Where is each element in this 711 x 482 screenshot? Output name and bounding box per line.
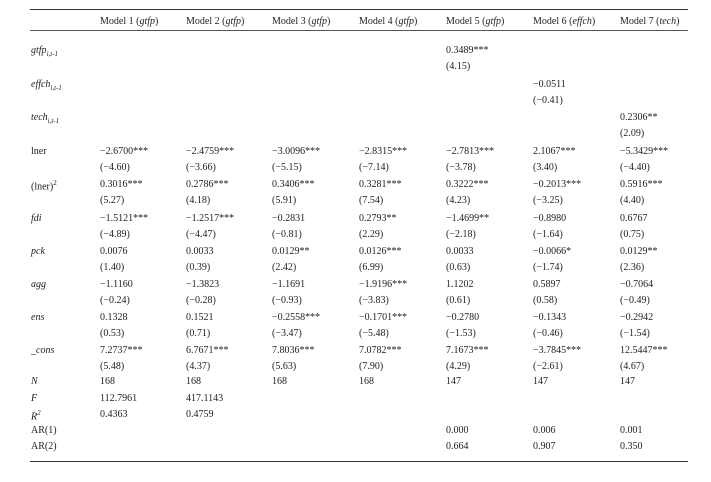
statistic-cell: 0.4759	[186, 409, 214, 420]
statistic-cell: 147	[446, 376, 461, 387]
t-stat-cell: (2.29)	[359, 229, 384, 240]
t-stat-cell: (−3.83)	[359, 295, 389, 306]
coefficient-cell: −1.4699**	[446, 213, 490, 224]
coefficient-cell: 6.7671***	[186, 345, 229, 356]
coefficient-cell: −0.1343	[533, 312, 567, 323]
coefficient-cell: −0.2942	[620, 312, 654, 323]
column-header-model-6: Model 6 (effch)	[533, 16, 596, 27]
t-stat-cell: (0.63)	[446, 262, 471, 273]
statistic-cell: 168	[100, 376, 115, 387]
t-stat-cell: (2.42)	[272, 262, 297, 273]
table-header-rule	[30, 30, 688, 31]
t-stat-cell: (−4.89)	[100, 229, 130, 240]
statistic-cell: 0.350	[620, 441, 643, 452]
coefficient-cell: −3.7845***	[533, 345, 582, 356]
row-label	[31, 79, 62, 92]
statistic-cell: 0.000	[446, 425, 469, 436]
row-label-superscript: 2	[53, 179, 57, 187]
t-stat-cell: (0.53)	[100, 328, 125, 339]
t-stat-cell: (4.29)	[446, 361, 471, 372]
t-stat-cell: (−0.93)	[272, 295, 302, 306]
t-stat-cell: (5.91)	[272, 195, 297, 206]
row-label-text: agg	[31, 279, 46, 290]
t-stat-cell: (4.18)	[186, 195, 211, 206]
row-label	[31, 45, 58, 58]
column-header-name: Model 7	[620, 16, 654, 27]
t-stat-cell: (5.48)	[100, 361, 125, 372]
table-bottom-rule	[30, 461, 688, 462]
coefficient-cell: −0.2780	[446, 312, 480, 323]
column-header-model-3: Model 3 (gtfp)	[272, 16, 331, 27]
column-header-dependent-var: gtfp	[311, 16, 328, 27]
t-stat-cell: (−4.40)	[620, 162, 650, 173]
row-label	[31, 376, 38, 387]
coefficient-cell: 0.0076	[100, 246, 128, 257]
coefficient-cell: 0.2786***	[186, 179, 229, 190]
row-label-text: AR(1)	[31, 425, 57, 436]
column-header-dependent-var: gtfp	[225, 16, 242, 27]
coefficient-cell: 0.0033	[446, 246, 474, 257]
t-stat-cell: (5.63)	[272, 361, 297, 372]
coefficient-cell: −0.7064	[620, 279, 654, 290]
coefficient-cell: −0.2558***	[272, 312, 321, 323]
coefficient-cell: 0.0126***	[359, 246, 402, 257]
coefficient-cell: 0.1521	[186, 312, 214, 323]
column-header-name: Model 2	[186, 16, 220, 27]
t-stat-cell: (0.75)	[620, 229, 645, 240]
column-header-name: Model 1	[100, 16, 134, 27]
t-stat-cell: (4.23)	[446, 195, 471, 206]
t-stat-cell: (5.27)	[100, 195, 125, 206]
t-stat-cell: (−3.78)	[446, 162, 476, 173]
row-label-superscript: 2	[37, 409, 41, 417]
statistic-cell: 168	[272, 376, 287, 387]
t-stat-cell: (−1.74)	[533, 262, 563, 273]
row-label-text: AR(2)	[31, 441, 57, 452]
row-label-text: ens	[31, 312, 45, 323]
column-header-dependent-var: gtfp	[485, 16, 502, 27]
coefficient-cell: 0.5916***	[620, 179, 663, 190]
column-header-name: Model 5	[446, 16, 480, 27]
coefficient-cell: 12.5447***	[620, 345, 668, 356]
coefficient-cell: −1.3823	[186, 279, 220, 290]
statistic-cell: 0.907	[533, 441, 556, 452]
column-header-dependent-var: tech	[659, 16, 677, 27]
coefficient-cell: 7.2737***	[100, 345, 143, 356]
statistic-cell: 0.001	[620, 425, 643, 436]
coefficient-cell: −1.1691	[272, 279, 306, 290]
coefficient-cell: −2.8315***	[359, 146, 408, 157]
t-stat-cell: (−3.47)	[272, 328, 302, 339]
row-label	[31, 393, 37, 404]
statistic-cell: 168	[186, 376, 201, 387]
t-stat-cell: (−4.47)	[186, 229, 216, 240]
t-stat-cell: (−1.64)	[533, 229, 563, 240]
coefficient-cell: 0.3222***	[446, 179, 489, 190]
t-stat-cell: (3.40)	[533, 162, 558, 173]
row-label-subscript: i,t-1	[46, 50, 59, 58]
t-stat-cell: (1.40)	[100, 262, 125, 273]
coefficient-cell: −0.0066*	[533, 246, 572, 257]
coefficient-cell: 0.0129**	[620, 246, 658, 257]
row-label-text: N	[31, 376, 38, 387]
coefficient-cell: −0.2013***	[533, 179, 582, 190]
column-header-model-1: Model 1 (gtfp)	[100, 16, 159, 27]
coefficient-cell: 0.2306**	[620, 112, 658, 123]
column-header-name: Model 3	[272, 16, 306, 27]
t-stat-cell: (0.58)	[533, 295, 558, 306]
row-label-subscript: i,t-1	[50, 84, 62, 92]
statistic-cell: 147	[620, 376, 635, 387]
coefficient-cell: −0.8980	[533, 213, 567, 224]
coefficient-cell: 0.3406***	[272, 179, 315, 190]
statistic-cell: 0.4363	[100, 409, 128, 420]
coefficient-cell: −1.9196***	[359, 279, 408, 290]
column-header-name: Model 6	[533, 16, 567, 27]
coefficient-cell: 0.6767	[620, 213, 648, 224]
coefficient-cell: 0.0033	[186, 246, 214, 257]
statistic-cell: 147	[533, 376, 548, 387]
row-label	[31, 409, 41, 422]
t-stat-cell: (4.15)	[446, 61, 471, 72]
column-header-dependent-var: gtfp	[139, 16, 156, 27]
t-stat-cell: (−0.41)	[533, 95, 563, 106]
t-stat-cell: (−0.28)	[186, 295, 216, 306]
t-stat-cell: (4.67)	[620, 361, 645, 372]
coefficient-cell: 0.5897	[533, 279, 561, 290]
row-label-text: effch	[31, 79, 51, 90]
coefficient-cell: −3.0096***	[272, 146, 321, 157]
row-label	[31, 213, 42, 224]
statistic-cell: 112.7961	[100, 393, 138, 404]
row-label	[31, 179, 57, 192]
t-stat-cell: (2.09)	[620, 128, 645, 139]
column-header-model-4: Model 4 (gtfp)	[359, 16, 418, 27]
coefficient-cell: −1.5121***	[100, 213, 149, 224]
coefficient-cell: −2.7813***	[446, 146, 495, 157]
row-label-text: F	[31, 393, 38, 404]
coefficient-cell: 0.1328	[100, 312, 128, 323]
row-label-subscript: i,t-1	[47, 117, 60, 125]
t-stat-cell: (−1.54)	[620, 328, 650, 339]
t-stat-cell: (−5.48)	[359, 328, 389, 339]
row-label	[31, 312, 44, 323]
coefficient-cell: −0.1701***	[359, 312, 408, 323]
statistic-cell: 0.664	[446, 441, 469, 452]
column-header-dependent-var: gtfp	[398, 16, 415, 27]
table-top-rule	[30, 9, 688, 10]
t-stat-cell: (4.37)	[186, 361, 211, 372]
coefficient-cell: 0.0129**	[272, 246, 310, 257]
coefficient-cell: 2.1067***	[533, 146, 576, 157]
t-stat-cell: (0.39)	[186, 262, 211, 273]
t-stat-cell: (−2.18)	[446, 229, 476, 240]
t-stat-cell: (6.99)	[359, 262, 384, 273]
row-label-text: _cons	[31, 345, 55, 356]
t-stat-cell: (7.90)	[359, 361, 384, 372]
row-label	[31, 146, 47, 157]
row-label-text: lner	[31, 146, 47, 157]
coefficient-cell: −2.4759***	[186, 146, 235, 157]
coefficient-cell: −1.2517***	[186, 213, 235, 224]
t-stat-cell: (4.40)	[620, 195, 645, 206]
t-stat-cell: (0.61)	[446, 295, 471, 306]
t-stat-cell: (−5.15)	[272, 162, 302, 173]
coefficient-cell: 0.2793**	[359, 213, 397, 224]
column-header-model-2: Model 2 (gtfp)	[186, 16, 245, 27]
t-stat-cell: (0.71)	[186, 328, 211, 339]
coefficient-cell: −5.3429***	[620, 146, 669, 157]
column-header-dependent-var: effch	[572, 16, 592, 27]
coefficient-cell: 1.1202	[446, 279, 474, 290]
t-stat-cell: (2.36)	[620, 262, 645, 273]
row-label	[31, 345, 54, 356]
column-header-name: Model 4	[359, 16, 393, 27]
row-label	[31, 425, 57, 436]
t-stat-cell: (−0.46)	[533, 328, 563, 339]
coefficient-cell: −0.0511	[533, 79, 566, 90]
t-stat-cell: (−0.49)	[620, 295, 650, 306]
t-stat-cell: (7.54)	[359, 195, 384, 206]
row-label-text: fdi	[31, 213, 42, 224]
t-stat-cell: (−3.66)	[186, 162, 216, 173]
row-label-text: R	[31, 411, 38, 423]
coefficient-cell: −1.1160	[100, 279, 133, 290]
t-stat-cell: (−1.53)	[446, 328, 476, 339]
coefficient-cell: 0.3281***	[359, 179, 402, 190]
statistic-cell: 417.1143	[186, 393, 224, 404]
row-label-text: gtfp	[31, 45, 47, 56]
t-stat-cell: (−7.14)	[359, 162, 389, 173]
column-header-model-5: Model 5 (gtfp)	[446, 16, 505, 27]
row-label-text: tech	[31, 112, 48, 123]
coefficient-cell: 7.8036***	[272, 345, 315, 356]
row-label	[31, 112, 59, 125]
row-label	[31, 279, 46, 290]
t-stat-cell: (−4.60)	[100, 162, 130, 173]
coefficient-cell: 7.1673***	[446, 345, 489, 356]
statistic-cell: 0.006	[533, 425, 556, 436]
statistic-cell: 168	[359, 376, 374, 387]
row-label-text: pck	[31, 246, 45, 257]
t-stat-cell: (−3.25)	[533, 195, 563, 206]
coefficient-cell: −0.2831	[272, 213, 306, 224]
coefficient-cell: 0.3016***	[100, 179, 143, 190]
t-stat-cell: (−0.81)	[272, 229, 302, 240]
t-stat-cell: (−0.24)	[100, 295, 130, 306]
row-label	[31, 441, 57, 452]
column-header-model-7: Model 7 (tech)	[620, 16, 680, 27]
coefficient-cell: 7.0782***	[359, 345, 402, 356]
t-stat-cell: (−2.61)	[533, 361, 563, 372]
coefficient-cell: 0.3489***	[446, 45, 489, 56]
row-label-text: (lner)	[31, 181, 54, 193]
coefficient-cell: −2.6700***	[100, 146, 149, 157]
row-label	[31, 246, 45, 257]
